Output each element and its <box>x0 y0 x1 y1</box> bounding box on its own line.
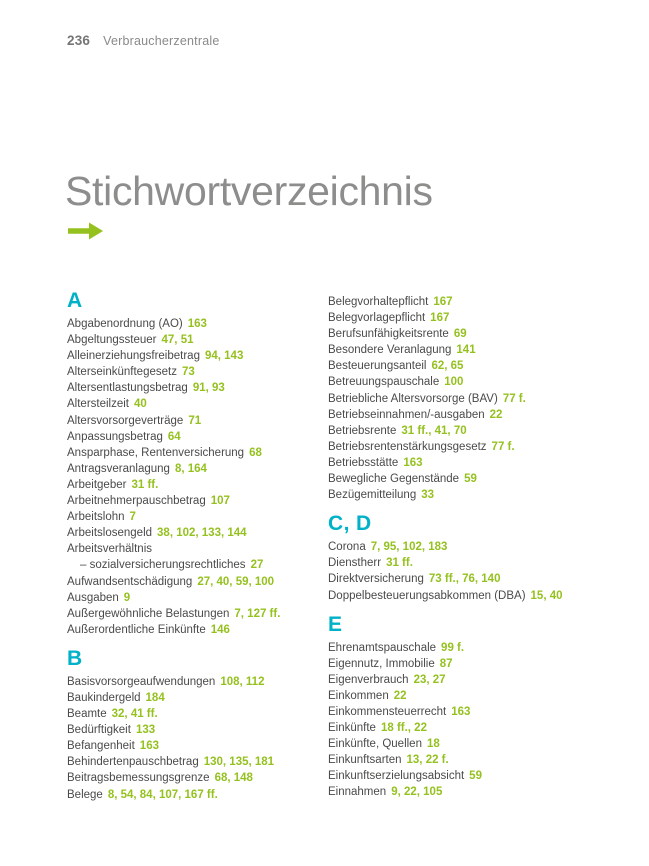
entry-pages: 31 ff., 41, 70 <box>401 424 467 437</box>
index-entry <box>67 493 328 509</box>
page-number: 236 <box>67 33 91 48</box>
entry-pages: 130, 135, 181 <box>203 756 275 769</box>
entry-term: Außergewöhnliche Belastungen <box>67 607 230 620</box>
index-entry <box>328 656 582 672</box>
index-entry <box>328 752 582 768</box>
entry-pages: 18 ff., 22 <box>380 722 427 735</box>
entry-term: Eigenverbrauch <box>328 673 409 686</box>
entry-pages: 163 <box>403 456 423 469</box>
entry-pages: 108, 112 <box>220 675 265 688</box>
entry-pages: 163 <box>187 318 207 330</box>
entry-list <box>328 539 582 603</box>
entry-term: Doppelbesteuerungsabkommen (DBA) <box>328 589 526 602</box>
entry-pages: 141 <box>456 344 476 357</box>
entry-pages: 15, 40 <box>530 589 563 602</box>
index-section <box>328 511 582 603</box>
index-section <box>328 612 582 801</box>
index-entry <box>328 358 582 374</box>
entry-term: Befangenheit <box>67 740 135 753</box>
entry-term: Beamte <box>67 708 107 721</box>
entry-term: Einkommen <box>328 689 389 702</box>
entry-term: Alterseinkünftegesetz <box>67 366 177 379</box>
entry-pages: 27 <box>250 559 264 572</box>
entry-list <box>328 294 582 503</box>
entry-pages: 33 <box>421 489 435 502</box>
entry-pages: 38, 102, 133, 144 <box>157 527 247 540</box>
index-column <box>67 288 328 803</box>
index-entry <box>67 674 328 690</box>
entry-term: Einkünfte, Quellen <box>328 738 422 751</box>
entry-pages: 69 <box>453 328 467 341</box>
index-entry <box>67 348 328 364</box>
entry-term: Aufwandsentschädigung <box>67 575 193 588</box>
entry-term: Betriebsrente <box>328 424 397 437</box>
entry-term: Besteuerungsanteil <box>328 360 427 373</box>
entry-term: Berufsunfähigkeitsrente <box>328 328 449 341</box>
index-entry <box>67 754 328 770</box>
index-columns <box>67 288 582 803</box>
entry-term: Betriebsrentenstärkungsgesetz <box>328 440 487 453</box>
entry-pages: 99 f. <box>441 641 465 654</box>
index-entry <box>328 471 582 487</box>
entry-pages: 8, 164 <box>174 462 207 475</box>
entry-term: Einkommensteuerrecht <box>328 705 447 718</box>
entry-pages: 91, 93 <box>192 382 225 395</box>
index-entry <box>67 590 328 606</box>
entry-term: Ausgaben <box>67 591 119 604</box>
index-entry <box>328 294 582 310</box>
index-entry <box>328 310 582 326</box>
entry-pages: 18 <box>426 738 440 751</box>
entry-term: Corona <box>328 541 366 554</box>
index-entry <box>328 784 582 800</box>
index-entry <box>328 391 582 407</box>
index-entry <box>328 555 582 571</box>
index-entry <box>67 770 328 786</box>
entry-pages: 31 ff. <box>131 478 159 491</box>
index-entry <box>328 423 582 439</box>
entry-pages: 167 <box>433 296 453 308</box>
index-entry <box>67 722 328 738</box>
entry-term: Betreuungspauschale <box>328 376 440 389</box>
entry-term: Außerordentliche Einkünfte <box>67 623 206 636</box>
index-entry <box>328 455 582 471</box>
entry-pages: 9, 22, 105 <box>391 786 443 799</box>
index-entry <box>67 690 328 706</box>
index-entry <box>67 445 328 461</box>
entry-pages: 71 <box>188 414 202 427</box>
entry-term: Einkunftsarten <box>328 754 402 767</box>
section-letter: C, D <box>328 512 372 536</box>
index-entry <box>328 704 582 720</box>
index-entry <box>67 541 328 557</box>
index-entry <box>328 342 582 358</box>
right-arrow-icon <box>68 221 104 241</box>
entry-term: Abgeltungssteuer <box>67 334 157 347</box>
entry-term: Betriebsstätte <box>328 456 399 469</box>
index-entry <box>67 525 328 541</box>
entry-pages: 107 <box>210 495 230 508</box>
entry-pages: 59 <box>464 473 477 486</box>
index-entry <box>67 787 328 803</box>
entry-pages: 40 <box>134 398 147 411</box>
index-column <box>328 288 582 803</box>
entry-term: Arbeitslohn <box>67 511 125 524</box>
entry-term: Beitragsbemessungsgrenze <box>67 772 210 785</box>
entry-pages: 22 <box>489 408 503 421</box>
entry-pages: 163 <box>451 705 471 718</box>
entry-pages: 31 ff. <box>386 557 413 570</box>
entry-pages: 163 <box>139 740 159 753</box>
index-entry <box>67 364 328 380</box>
entry-pages: 77 f. <box>491 440 515 453</box>
index-entry <box>67 574 328 590</box>
entry-pages: 22 <box>393 689 407 702</box>
entry-term: Arbeitsverhältnis <box>67 543 153 556</box>
entry-term: Belegvorlagepflicht <box>328 312 426 325</box>
index-entry <box>67 332 328 348</box>
index-entry <box>328 487 582 503</box>
section-letter: A <box>67 289 83 312</box>
entry-term: Basisvorsorgeaufwendungen <box>67 675 216 688</box>
entry-term: Bezügemitteilung <box>328 489 417 502</box>
entry-term: Dienstherr <box>328 557 382 570</box>
page-header <box>67 33 220 48</box>
index-entry <box>328 407 582 423</box>
index-entry <box>67 429 328 445</box>
entry-term: Bedürftigkeit <box>67 724 131 737</box>
index-entry <box>67 396 328 412</box>
index-entry <box>67 606 328 622</box>
entry-pages: 167 <box>430 312 450 325</box>
entry-pages: 146 <box>210 623 230 636</box>
entry-term: Betriebseinnahmen/-ausgaben <box>328 408 485 421</box>
entry-pages: 133 <box>135 724 156 737</box>
entry-list <box>67 316 328 638</box>
entry-term: Einkünfte <box>328 722 376 735</box>
entry-pages: 184 <box>145 691 165 704</box>
entry-term: Altersvorsorgeverträge <box>67 414 184 427</box>
index-entry <box>328 688 582 704</box>
entry-pages: 68 <box>249 446 262 459</box>
index-entry <box>328 640 582 656</box>
entry-term: Einnahmen <box>328 786 387 799</box>
index-entry <box>67 738 328 754</box>
entry-pages: 59 <box>469 770 482 783</box>
entry-pages: 32, 41 ff. <box>111 708 158 721</box>
entry-term: Ansparphase, Rentenversicherung <box>67 446 245 459</box>
entry-term: – sozialversicherungsrechtliches <box>80 559 246 572</box>
entry-term: Arbeitgeber <box>67 478 127 491</box>
index-entry <box>328 439 582 455</box>
brand-name: Verbraucherzentrale <box>103 34 220 48</box>
index-entry <box>67 316 328 332</box>
section-letter: B <box>67 646 83 670</box>
entry-term: Betriebliche Altersvorsorge (BAV) <box>328 392 498 405</box>
entry-term: Baukindergeld <box>67 691 141 704</box>
entry-pages: 68, 148 <box>214 772 253 785</box>
entry-pages: 47, 51 <box>161 334 194 347</box>
entry-term: Belegvorhaltepflicht <box>328 296 429 308</box>
entry-term: Abgabenordnung (AO) <box>67 318 183 330</box>
section-letter: E <box>328 612 343 636</box>
index-section <box>328 288 582 503</box>
entry-list <box>67 674 328 803</box>
index-entry <box>67 622 328 638</box>
entry-term: Besondere Veranlagung <box>328 344 452 357</box>
entry-pages: 8, 54, 84, 107, 167 ff. <box>107 788 218 801</box>
entry-term: Altersteilzeit <box>67 398 129 411</box>
index-entry <box>328 672 582 688</box>
index-section <box>67 288 328 638</box>
entry-pages: 23, 27 <box>413 673 446 686</box>
entry-pages: 64 <box>167 430 181 443</box>
index-entry <box>67 413 328 429</box>
entry-pages: 100 <box>444 376 464 389</box>
entry-term: Anpassungsbetrag <box>67 430 163 443</box>
page-title: Stichwortverzeichnis <box>65 168 433 214</box>
entry-pages: 7, 127 ff. <box>234 607 281 620</box>
entry-term: Ehrenamtspauschale <box>328 641 437 654</box>
entry-term: Direktversicherung <box>328 573 424 586</box>
index-entry <box>67 706 328 722</box>
entry-pages: 13, 22 f. <box>406 754 449 767</box>
index-entry <box>328 326 582 342</box>
entry-term: Einkunftserzielungsabsicht <box>328 770 465 783</box>
index-section <box>67 646 328 803</box>
entry-pages: 27, 40, 59, 100 <box>197 575 275 588</box>
entry-term: Alleinerziehungsfreibetrag <box>67 350 200 363</box>
entry-pages: 9 <box>123 591 131 604</box>
entry-term: Antragsveranlagung <box>67 462 170 475</box>
entry-pages: 87 <box>439 657 453 670</box>
index-entry <box>328 539 582 555</box>
entry-pages: 7 <box>129 511 136 524</box>
entry-term: Belege <box>67 788 103 801</box>
index-entry <box>328 588 582 604</box>
entry-term: Arbeitslosengeld <box>67 527 153 540</box>
entry-term: Altersentlastungsbetrag <box>67 382 188 395</box>
index-entry <box>67 380 328 396</box>
entry-term: Eigennutz, Immobilie <box>328 657 435 670</box>
entry-pages: 7, 95, 102, 183 <box>370 541 448 554</box>
index-entry <box>67 509 328 525</box>
index-entry <box>67 461 328 477</box>
index-entry <box>328 720 582 736</box>
entry-pages: 73 ff., 76, 140 <box>428 573 501 586</box>
entry-term: Behindertenpauschbetrag <box>67 756 199 769</box>
entry-pages: 62, 65 <box>431 360 464 373</box>
entry-pages: 77 f. <box>502 392 526 405</box>
entry-term: Arbeitnehmerpauschbetrag <box>67 495 206 508</box>
entry-list <box>328 640 582 801</box>
index-entry <box>328 736 582 752</box>
index-entry <box>67 477 328 493</box>
index-entry <box>328 768 582 784</box>
entry-pages: 94, 143 <box>204 350 244 363</box>
index-entry <box>67 557 328 573</box>
index-entry <box>328 374 582 390</box>
entry-term: Bewegliche Gegenstände <box>328 473 460 486</box>
index-entry <box>328 571 582 587</box>
entry-pages: 73 <box>181 366 195 379</box>
